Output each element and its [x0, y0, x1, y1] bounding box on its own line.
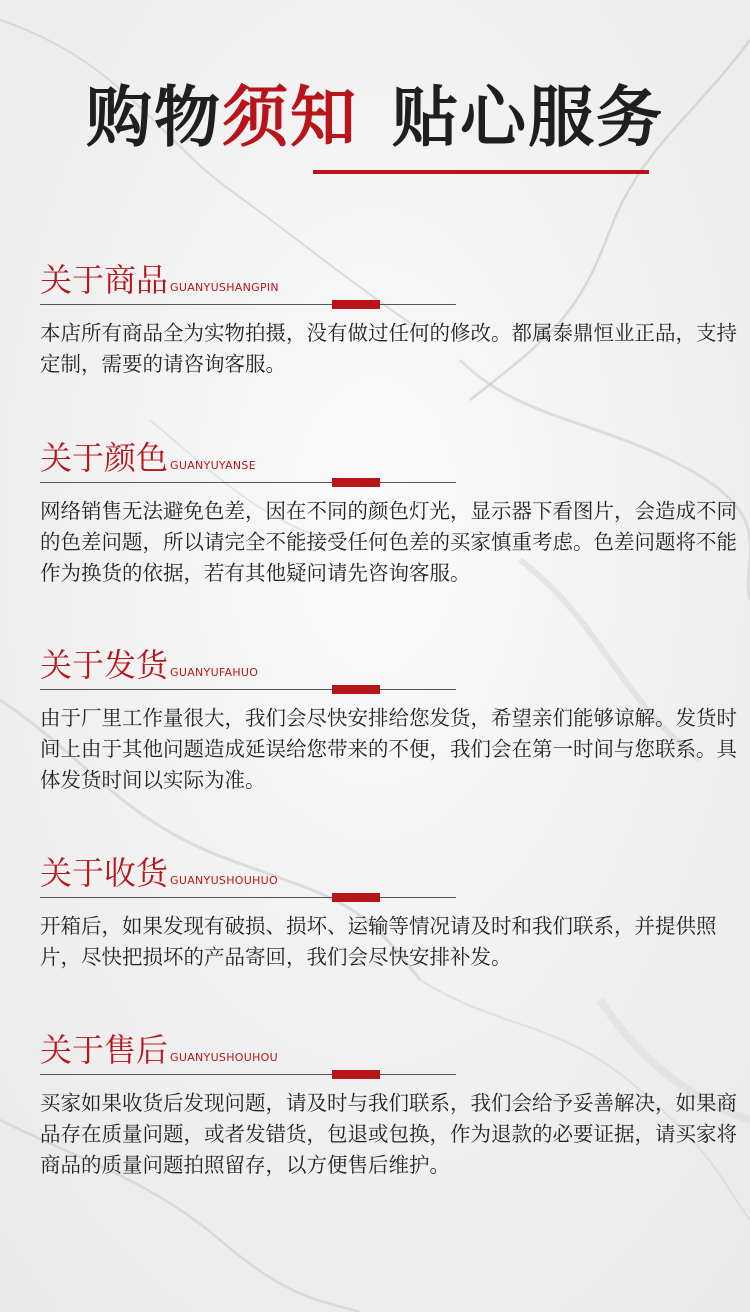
section-divider [40, 482, 456, 483]
section-accent-bar [332, 1070, 380, 1079]
section-subtitle: GUANYUSHOUHUO [170, 874, 278, 887]
title-highlight: 须知 [222, 79, 358, 156]
section-title: 关于颜色 [40, 439, 169, 477]
section-body: 网络销售无法避免色差，因在不同的颜色灯光，显示器下看图片，会造成不同的色差问题，所以请完全不能接受任何色差的买家慎重考虑。色差问题将不能作为换货的依据，若有其他疑问请先咨询客服。 [40, 499, 737, 585]
section-body: 开箱后，如果发现有破损、损坏、运输等情况请及时和我们联系，并提供照片，尽快把损坏的产品寄回，我们会尽快安排补发。 [40, 914, 717, 969]
section-heading [40, 438, 256, 478]
section-title: 关于收货 [40, 854, 169, 892]
section-divider [40, 897, 456, 898]
section-heading [40, 260, 279, 300]
section-body: 由于厂里工作量很大，我们会尽快安排给您发货，希望亲们能够谅解。发货时间上由于其他问题造成延误给您带来的不便，我们会在第一时间与您联系。具体发货时间以实际为准。 [40, 706, 737, 792]
section-subtitle: GUANYUSHANGPIN [170, 281, 279, 294]
section-divider [40, 1074, 456, 1075]
section-divider [40, 689, 456, 690]
section-divider [40, 304, 456, 305]
section-accent-bar [332, 300, 380, 309]
section-title: 关于商品 [40, 261, 169, 299]
title-part3: 贴心服务 [392, 79, 664, 156]
section-heading [40, 645, 258, 685]
section-accent-bar [332, 478, 380, 487]
section-body: 买家如果收货后发现问题，请及时与我们联系，我们会给予妥善解决，如果商品存在质量问题，或者发错货，包退或包换，作为退款的必要证据，请买家将商品的质量问题拍照留存，以方便售后维护。 [40, 1091, 737, 1177]
section-title: 关于发货 [40, 646, 169, 684]
title-part1: 购物 [86, 79, 222, 156]
section-accent-bar [332, 893, 380, 902]
section-subtitle: GUANYUYANSE [170, 459, 256, 472]
section-body: 本店所有商品全为实物拍摄，没有做过任何的修改。都属泰鼎恒业正品，支持定制，需要的请咨询客服。 [40, 321, 737, 376]
section-heading [40, 853, 278, 893]
section-subtitle: GUANYUSHOUHOU [170, 1051, 278, 1064]
section-heading [40, 1030, 278, 1070]
section-subtitle: GUANYUFAHUO [170, 666, 259, 679]
section-title: 关于售后 [40, 1031, 169, 1069]
page-title [0, 78, 750, 158]
section-accent-bar [332, 685, 380, 694]
title-underline [313, 170, 649, 174]
